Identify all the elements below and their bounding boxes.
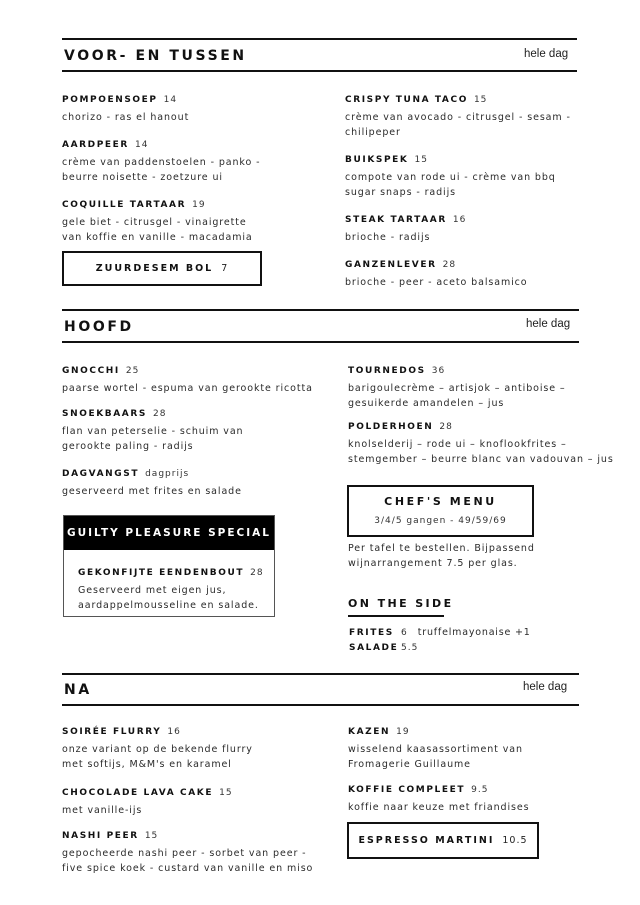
item-description: met vanille-ijs xyxy=(62,805,143,816)
menu-item-dagvangst xyxy=(62,461,242,499)
item-name: CRISPY TUNA TACO xyxy=(345,95,468,105)
menu-item-steak-tartaar xyxy=(345,207,466,245)
item-name: POLDERHOEN xyxy=(348,422,434,432)
item-price: 25 xyxy=(125,366,140,376)
side-item-salade xyxy=(349,643,428,653)
side-item-frites xyxy=(349,627,531,638)
item-name: NASHI PEER xyxy=(62,831,139,841)
bottom-rule-voor xyxy=(62,70,577,72)
item-name: FRITES xyxy=(349,628,394,638)
section-title-na: NA xyxy=(64,682,92,698)
item-price: 28 xyxy=(439,422,453,432)
item-price: 28 xyxy=(153,409,167,419)
menu-item-snoekbaars xyxy=(62,401,243,454)
item-description: brioche - peer - aceto balsamico xyxy=(345,277,528,288)
chefs-menu-courses: 3/4/5 gangen - 49/59/69 xyxy=(374,516,507,526)
item-name: ZUURDESEM BOL xyxy=(95,263,214,274)
item-price: 10.5 xyxy=(502,835,528,846)
item-name: BUIKSPEK xyxy=(345,155,409,165)
item-price: 7 xyxy=(221,263,229,274)
item-price: 16 xyxy=(167,727,181,737)
item-name: KOFFIE COMPLEET xyxy=(348,785,466,795)
menu-item-soiree-flurry xyxy=(62,719,253,772)
zuurdesem-bol-box xyxy=(62,251,262,286)
item-name: TOURNEDOS xyxy=(348,366,426,376)
item-price: 15 xyxy=(414,155,428,165)
menu-item-coquille-tartaar xyxy=(62,192,253,245)
item-price: 28 xyxy=(442,260,457,270)
item-description: gele biet - citrusgel - vinaigrette van koffie en vanille - macadamia xyxy=(62,217,253,243)
on-the-side-title: ON THE SIDE xyxy=(348,597,454,610)
item-description: chorizo - ras el hanout xyxy=(62,112,190,123)
bottom-rule-na xyxy=(62,704,579,706)
item-description: knolselderij – rode ui – knoflookfrites – stemgember – beurre blanc van vadouvan – jus xyxy=(348,439,614,465)
item-name: GEKONFIJTE EENDENBOUT xyxy=(78,568,245,578)
item-description: gepocheerde nashi peer - sorbet van peer - five spice koek - custard van vanille en miso xyxy=(62,848,314,874)
item-name: GANZENLEVER xyxy=(345,260,437,270)
top-rule-na xyxy=(62,673,579,675)
menu-item-gekonfijte-eendenbout xyxy=(78,560,264,613)
section-title-hoofd: HOOFD xyxy=(64,319,134,335)
item-description: brioche - radijs xyxy=(345,232,431,243)
menu-item-kazen xyxy=(348,719,523,772)
guilty-pleasure-box xyxy=(63,515,275,617)
item-description: crème van avocado - citrusgel - sesam - chilipeper xyxy=(345,112,571,138)
item-name: DAGVANGST xyxy=(62,469,140,479)
item-name: ESPRESSO MARTINI xyxy=(358,835,495,846)
item-price: 36 xyxy=(431,366,446,376)
item-price: 5.5 xyxy=(401,643,419,653)
item-description: Geserveerd met eigen jus, aardappelmousseline en salade. xyxy=(78,585,259,611)
item-name: POMPOENSOEP xyxy=(62,95,158,105)
menu-item-pompoensoep xyxy=(62,87,189,125)
menu-item-aardpeer xyxy=(62,132,260,185)
menu-item-koffie-compleet xyxy=(348,777,529,815)
item-name: STEAK TARTAAR xyxy=(345,215,447,225)
item-price: 14 xyxy=(163,95,178,105)
chefs-menu-note: Per tafel te bestellen. Bijpassend wijnarrangement 7.5 per glas. xyxy=(348,543,535,569)
item-price: 9.5 xyxy=(471,785,489,795)
item-description: barigoulecrème – artisjok – antiboise – gesuikerde amandelen – jus xyxy=(348,383,566,409)
menu-item-crispy-tuna-taco xyxy=(345,87,571,140)
item-description: onze variant op de bekende flurry met softijs, M&M's en karamel xyxy=(62,744,253,770)
item-description: paarse wortel - espuma van gerookte ricotta xyxy=(62,383,313,394)
menu-item-ganzenlever xyxy=(345,252,527,290)
item-price: 19 xyxy=(192,200,206,210)
item-description: compote van rode ui - crème van bbq sugar snaps - radijs xyxy=(345,172,556,198)
item-price: 28 xyxy=(250,568,264,578)
item-price: 15 xyxy=(473,95,488,105)
item-name: COQUILLE TARTAAR xyxy=(62,200,187,210)
item-price: 14 xyxy=(134,140,149,150)
menu-item-gnocchi xyxy=(62,358,313,396)
item-name: GNOCCHI xyxy=(62,366,120,376)
item-description: wisselend kaasassortiment van Fromagerie Guillaume xyxy=(348,744,523,770)
item-price: 6 xyxy=(401,628,408,638)
section-note-voor: hele dag xyxy=(524,48,569,60)
item-name: CHOCOLADE LAVA CAKE xyxy=(62,788,214,798)
guilty-pleasure-header: GUILTY PLEASURE SPECIAL xyxy=(64,516,274,550)
item-description: flan van peterselie - schuim van gerookte paling - radijs xyxy=(62,426,244,452)
item-price: 15 xyxy=(144,831,159,841)
chefs-menu-title: CHEF'S MENU xyxy=(384,495,497,508)
item-name: AARDPEER xyxy=(62,140,129,150)
item-price: 19 xyxy=(396,727,410,737)
section-note-hoofd: hele dag xyxy=(526,318,571,330)
on-the-side-underline xyxy=(348,615,444,617)
item-name: SALADE xyxy=(349,643,399,653)
item-description: geserveerd met frites en salade xyxy=(62,486,242,497)
item-extra: truffelmayonaise +1 xyxy=(417,627,531,638)
section-title-voor: VOOR- EN TUSSEN xyxy=(64,48,247,64)
top-rule-hoofd xyxy=(62,309,579,311)
menu-item-tournedos xyxy=(348,358,566,411)
item-description: crème van paddenstoelen - panko - beurre noisette - zoetzure ui xyxy=(62,157,261,183)
item-name: KAZEN xyxy=(348,727,391,737)
item-name: SOIRÉE FLURRY xyxy=(62,727,162,737)
item-name: SNOEKBAARS xyxy=(62,409,147,419)
chefs-menu-box xyxy=(347,485,534,537)
section-note-na: hele dag xyxy=(523,681,568,693)
item-description: koffie naar keuze met friandises xyxy=(348,802,530,813)
item-price: 16 xyxy=(452,215,467,225)
bottom-rule-hoofd xyxy=(62,341,579,343)
menu-item-nashi-peer xyxy=(62,823,313,876)
item-price: 15 xyxy=(219,788,233,798)
menu-item-polderhoen xyxy=(348,414,614,467)
espresso-martini-box xyxy=(347,822,539,859)
top-rule-voor xyxy=(62,38,577,40)
menu-item-buikspek xyxy=(345,147,556,200)
item-price: dagprijs xyxy=(145,469,190,479)
menu-item-chocolade-lava-cake xyxy=(62,780,233,818)
